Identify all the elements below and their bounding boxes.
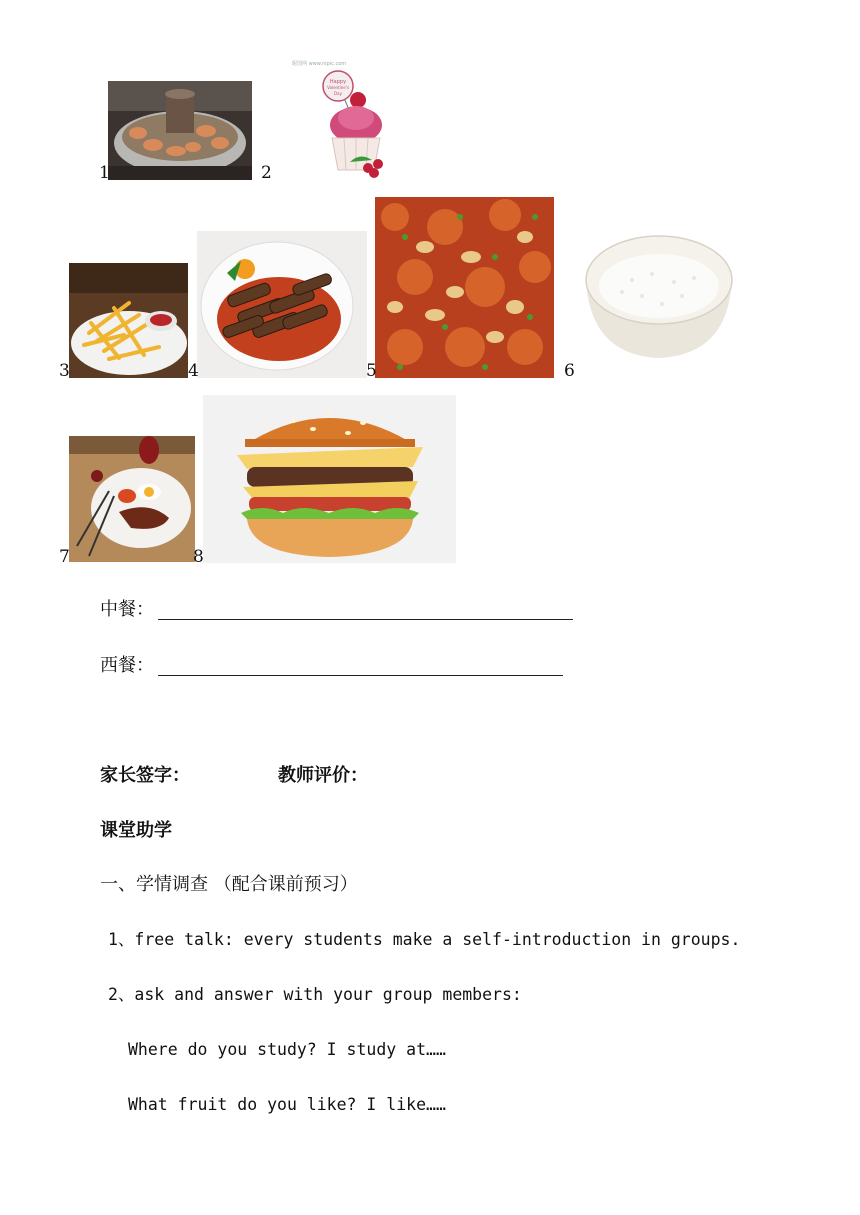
cupcake-image — [320, 70, 392, 182]
svg-text:Day: Day — [334, 91, 342, 96]
item-number: 2 — [261, 163, 272, 183]
steak-plate-image — [69, 436, 195, 562]
survey-item-1: 1、free talk: every students make a self-introduction in groups. — [108, 930, 741, 949]
item-number: 6 — [564, 361, 575, 381]
hamburger-image — [203, 395, 456, 563]
french-fries-image — [69, 263, 188, 378]
hot-pot-image — [108, 81, 252, 180]
svg-text:Valentine's: Valentine's — [327, 85, 349, 90]
braised-fish-image — [197, 231, 367, 378]
western-food-label: 西餐： — [100, 655, 154, 676]
item-number: 8 — [193, 547, 204, 567]
item-number: 4 — [188, 361, 199, 381]
chinese-food-label: 中餐： — [100, 599, 154, 620]
item-number: 5 — [366, 361, 377, 381]
stir-fried-dish-image — [375, 197, 554, 378]
teacher-evaluation-label: 教师评价： — [278, 765, 368, 786]
svg-text:Happy: Happy — [329, 79, 347, 85]
question-what-fruit: What fruit do you like? I like…… — [128, 1095, 446, 1114]
western-food-answer-line[interactable] — [158, 675, 563, 676]
section-title: 课堂助学 — [100, 820, 172, 841]
question-where-study: Where do you study? I study at…… — [128, 1040, 446, 1059]
parent-signature-label: 家长签字： — [100, 765, 190, 786]
chinese-food-answer-line[interactable] — [158, 619, 573, 620]
item-number: 1 — [99, 163, 110, 183]
watermark: 昵图网 www.nipic.com — [292, 61, 347, 67]
survey-item-2: 2、ask and answer with your group members: — [108, 985, 522, 1004]
item-number: 3 — [59, 361, 70, 381]
rice-bowl-image — [582, 230, 736, 360]
survey-heading: 一、学情调查 （配合课前预习） — [100, 874, 358, 895]
item-number: 7 — [59, 547, 70, 567]
